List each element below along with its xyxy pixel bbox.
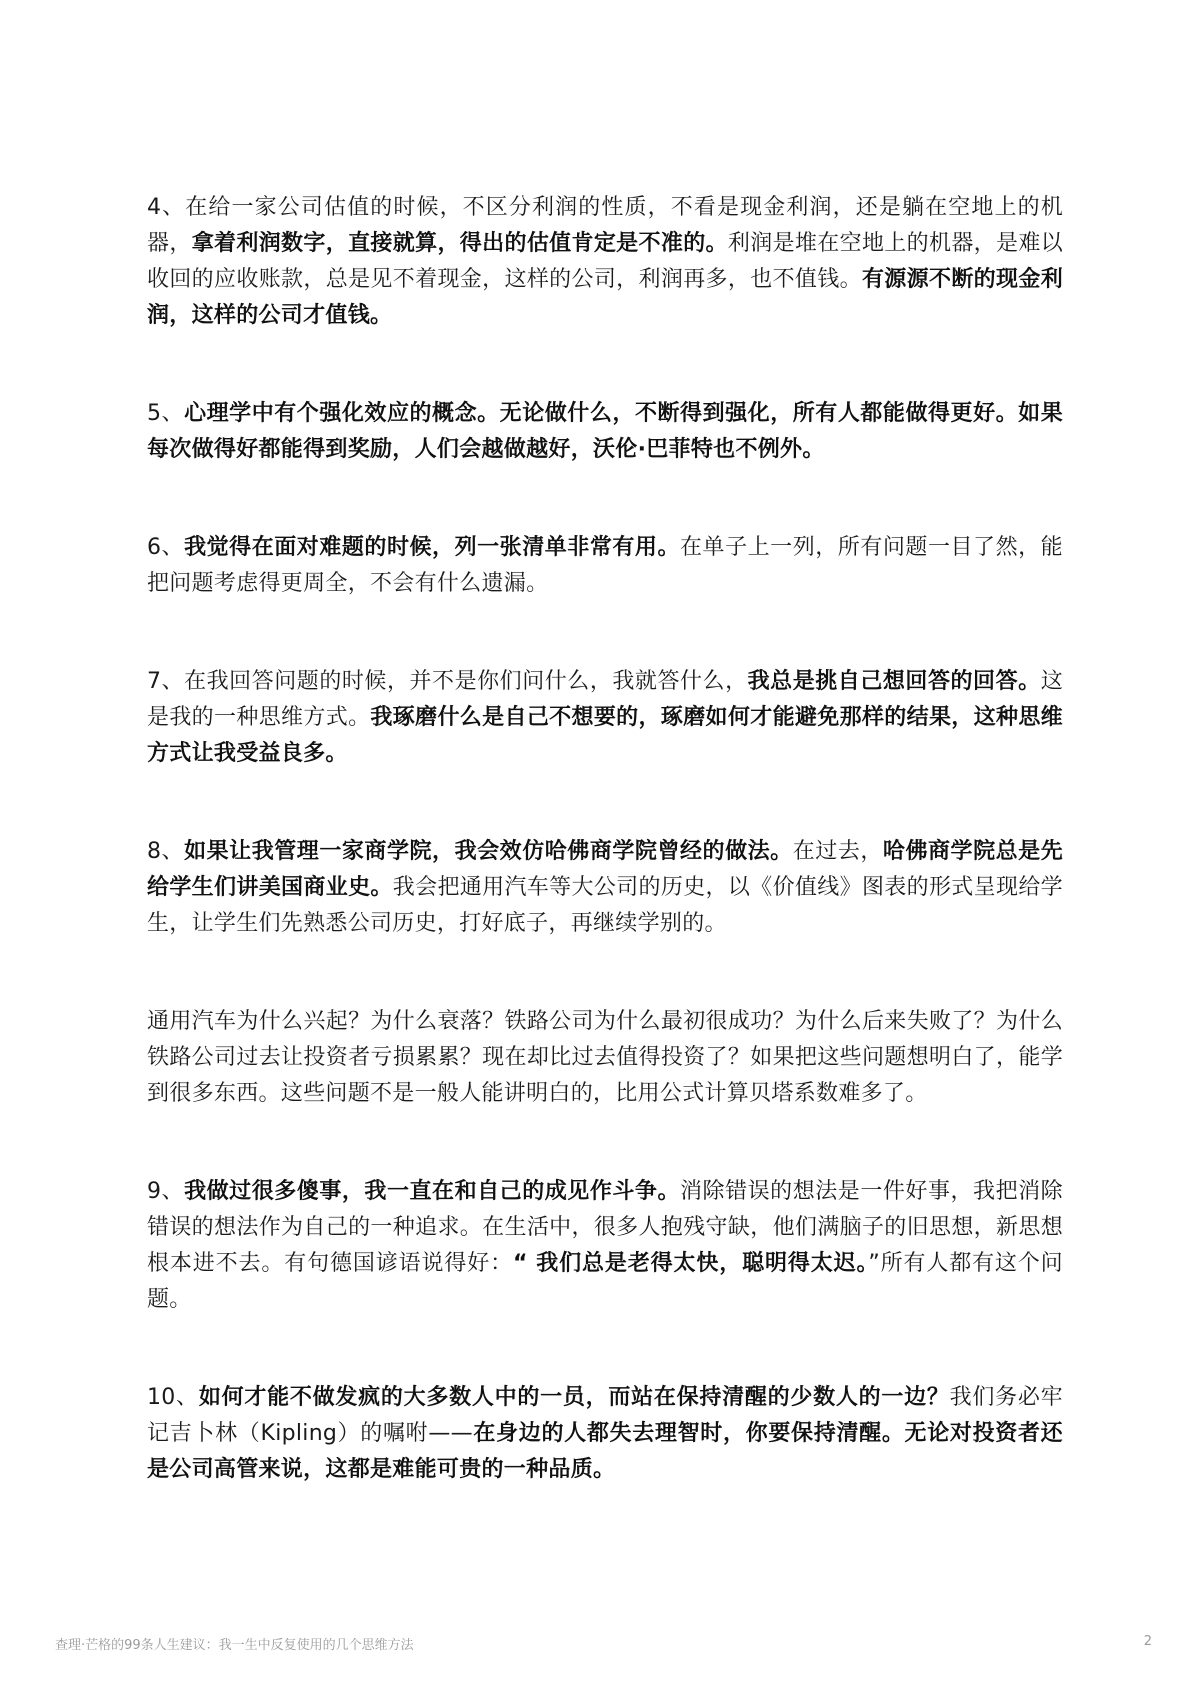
paragraph-10-number: 10、 xyxy=(147,1385,199,1410)
paragraph-9-text: ”所有人都有这个问题。 xyxy=(147,1251,1063,1312)
paragraph-6-text: 在单子上一列，所有问题一目了然，能把问题考虑得更周全，不会有什么遗漏。 xyxy=(147,535,1063,596)
paragraph-9-bold: 我做过很多傻事，我一直在和自己的成见作斗争。 xyxy=(184,1179,681,1204)
paragraph-9 xyxy=(147,1174,1063,1318)
paragraph-5-bold: 心理学中有个强化效应的概念。无论做什么，不断得到强化，所有人都能做得更好。如果每次做得好都能得到奖励，人们会越做越好，沃伦·巴菲特也不例外。 xyxy=(147,401,1063,462)
paragraph-10-bold: 在身边的人都失去理智时，你要保持清醒。无论对投资者还是公司高管来说，这都是难能可贵的一种品质。 xyxy=(147,1421,1063,1482)
paragraph-4-text: 4、在给一家公司估值的时候，不区分利润的性质，不看是现金利润，还是躺在空地上的机器， xyxy=(147,195,1063,256)
paragraph-10-bold: 如何才能不做发疯的大多数人中的一员，而站在保持清醒的少数人的一边？ xyxy=(198,1385,950,1410)
paragraph-9-number: 9、 xyxy=(147,1179,185,1204)
page-footer xyxy=(55,1634,1152,1654)
paragraph-8-number: 8、 xyxy=(147,839,185,864)
paragraph-8-bold: 如果让我管理一家商学院，我会效仿哈佛商学院曾经的做法。 xyxy=(184,839,793,864)
paragraph-6-bold: 我觉得在面对难题的时候，列一张清单非常有用。 xyxy=(184,535,681,560)
paragraph-8 xyxy=(147,834,1063,942)
paragraph-9-quote: “ 我们总是老得太快，聪明得太迟。 xyxy=(512,1251,869,1276)
paragraph-8-text: 我会把通用汽车等大公司的历史，以《价值线》图表的形式呈现给学生，让学生们先熟悉公司历史，打好底子，再继续学别的。 xyxy=(147,875,1063,936)
paragraph-7-text: 这是我的一种思维方式。 xyxy=(147,669,1063,730)
footer-page-number: 2 xyxy=(1143,1634,1152,1649)
paragraph-6 xyxy=(147,530,1063,602)
paragraph-7-bold: 我总是挑自己想回答的回答。 xyxy=(747,669,1041,694)
paragraph-7-bold: 我琢磨什么是自己不想要的，琢磨如何才能避免那样的结果，这种思维方式让我受益良多。 xyxy=(147,705,1063,766)
footer-document-title: 查理·芒格的99条人生建议：我一生中反复使用的几个思维方法 xyxy=(55,1638,414,1653)
paragraph-10 xyxy=(147,1380,1063,1488)
paragraph-7-text: 7、在我回答问题的时候，并不是你们问什么，我就答什么， xyxy=(147,669,748,694)
article-body xyxy=(147,190,1063,1488)
paragraph-4-bold: 有源源不断的现金利润，这样的公司才值钱。 xyxy=(147,267,1063,328)
paragraph-8-continued xyxy=(147,1004,1063,1112)
paragraph-4-bold: 拿着利润数字，直接就算，得出的估值肯定是不准的。 xyxy=(191,231,728,256)
paragraph-8-bold: 哈佛商学院总是先给学生们讲美国商业史。 xyxy=(147,839,1063,900)
paragraph-4 xyxy=(147,190,1063,334)
paragraph-4-text: 利润是堆在空地上的机器，是难以收回的应收账款，总是见不着现金，这样的公司，利润再多，也不值钱。 xyxy=(147,231,1063,292)
paragraph-5-number: 5、 xyxy=(147,401,185,426)
paragraph-6-number: 6、 xyxy=(147,535,185,560)
paragraph-8-continued-text: 通用汽车为什么兴起？为什么衰落？铁路公司为什么最初很成功？为什么后来失败了？为什么铁路公司过去让投资者亏损累累？现在却比过去值得投资了？如果把这些问题想明白了，能学到很多东西。这些问题不是一般人能讲明白的，比用公式计算贝塔系数难多了。 xyxy=(147,1009,1063,1106)
paragraph-8-text: 在过去， xyxy=(792,839,883,864)
paragraph-7 xyxy=(147,664,1063,772)
paragraph-10-text: 我们务必牢记吉卜林（Kipling）的嘱咐—— xyxy=(147,1385,1063,1446)
paragraph-5 xyxy=(147,396,1063,468)
paragraph-9-text: 消除错误的想法是一件好事，我把消除错误的想法作为自己的一种追求。在生活中，很多人抱残守缺，他们满脑子的旧思想，新思想根本进不去。有句德国谚语说得好： xyxy=(147,1179,1063,1276)
